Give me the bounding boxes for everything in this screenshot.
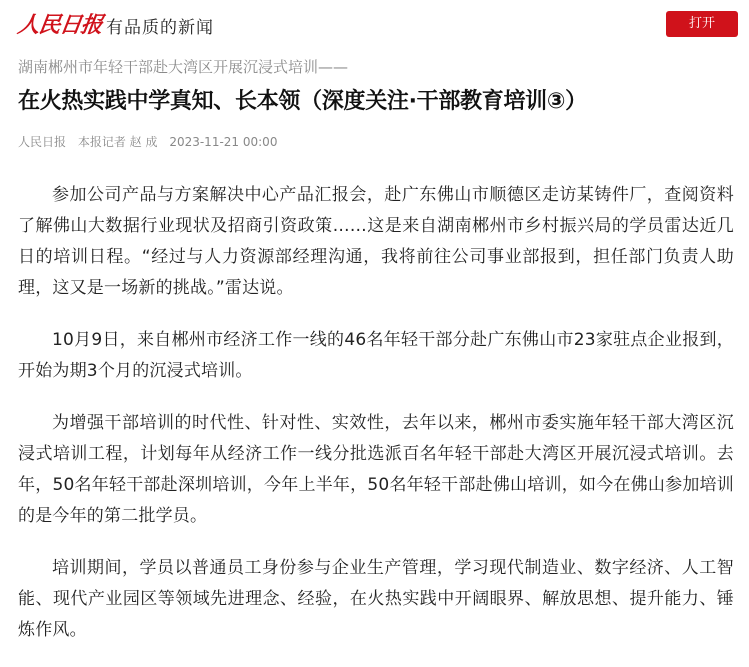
article-paragraph: 为增强干部培训的时代性、针对性、实效性，去年以来，郴州市委实施年轻干部大湾区沉浸式培训工程，计划每年从经济工作一线分批选派百名年轻干部赴大湾区开展沉浸式培训。去年，50名年轻干部赴深圳培训，今年上半年，50名年轻干部赴佛山培训，如今在佛山参加培训的是今年的第二批学员。 bbox=[18, 413, 734, 526]
article-subtitle: 湖南郴州市年轻干部赴大湾区开展沉浸式培训—— bbox=[18, 58, 349, 76]
article-paragraph: 培训期间，学员以普通员工身份参与企业生产管理，学习现代制造业、数字经济、人工智能、现代产业园区等领域先进理念、经验，在火热实践中开阔眼界、解放思想、提升能力、锤炼作风。 bbox=[18, 558, 734, 640]
open-app-button[interactable]: 打开 bbox=[666, 11, 738, 37]
article-source: 人民日报 bbox=[18, 135, 67, 149]
slogan: 有品质的新闻 bbox=[106, 18, 214, 38]
article-paragraph: 10月9日，来自郴州市经济工作一线的46名年轻干部分赴广东佛山市23家驻点企业报到，开始为期3个月的沉浸式培训。 bbox=[18, 330, 734, 381]
article-datetime: 2023-11-21 00:00 bbox=[169, 135, 278, 149]
article-meta bbox=[18, 133, 285, 150]
people-daily-logo[interactable]: 人民日报 bbox=[15, 12, 104, 38]
article-paragraph: 参加公司产品与方案解决中心产品汇报会，赴广东佛山市顺德区走访某铸件厂，查阅资料了解佛山大数据行业现状及招商引资政策……这是来自湖南郴州市乡村振兴局的学员雷达近几日的培训日程。“经过与人力资源部经理沟通，我将前往公司事业部报到，担任部门负责人助理，这又是一场新的挑战。”雷达说。 bbox=[18, 185, 734, 298]
article-title: 在火热实践中学真知、长本领（深度关注·干部教育培训③） bbox=[18, 89, 587, 114]
article-body bbox=[18, 180, 734, 667]
top-bar bbox=[0, 0, 749, 48]
article-author: 本报记者 赵 成 bbox=[77, 135, 158, 149]
